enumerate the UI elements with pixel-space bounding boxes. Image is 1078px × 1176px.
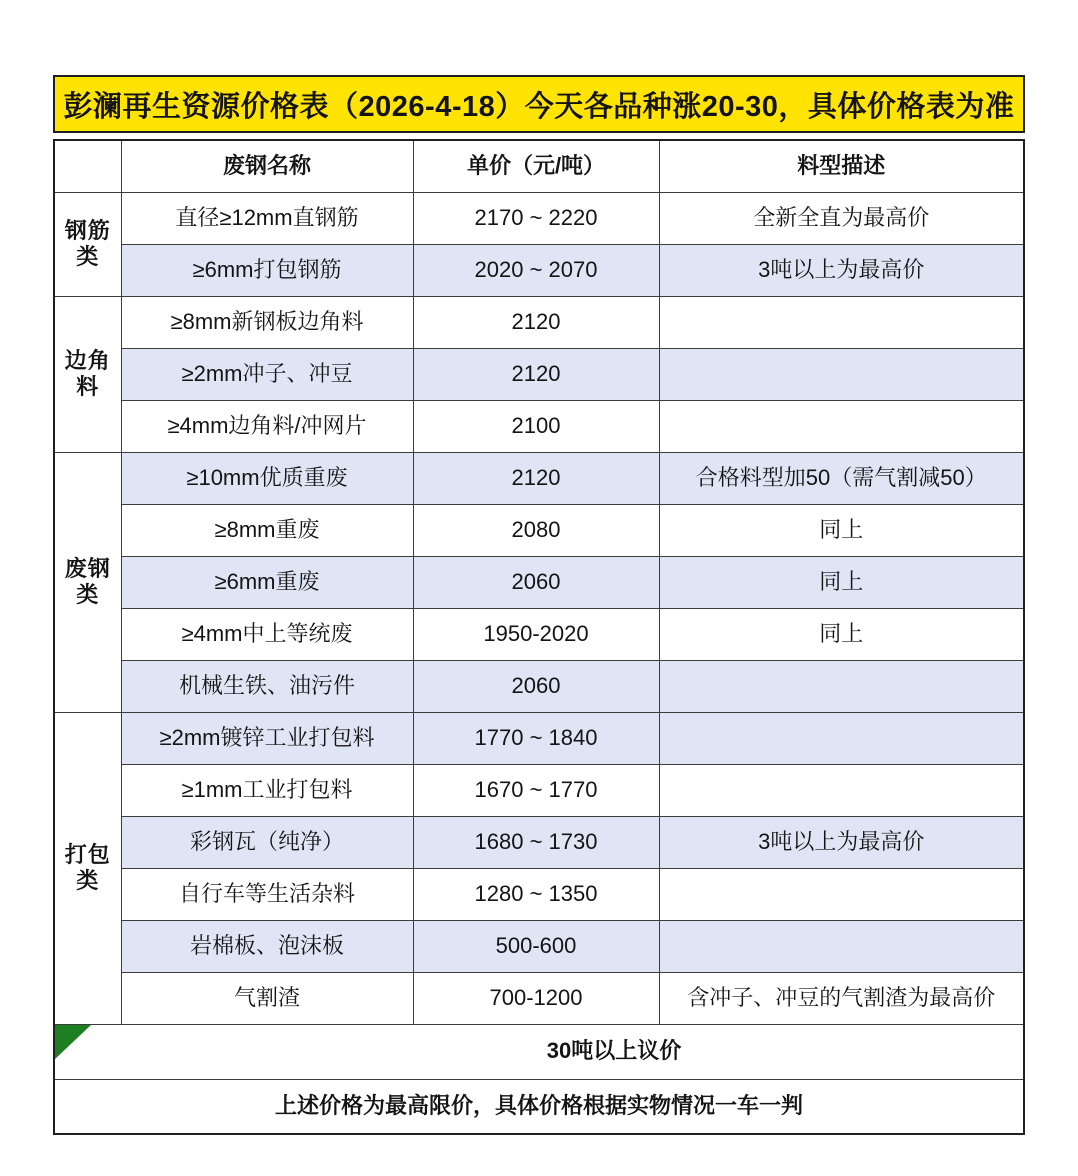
- price-table-body: [54, 192, 1024, 1024]
- table-row: [54, 400, 1024, 452]
- category-cell: 边角料: [54, 296, 121, 452]
- item-desc-cell: 全新全直为最高价: [659, 192, 1024, 244]
- header-category-cell: [54, 140, 121, 192]
- page-title: [53, 75, 1025, 133]
- header-price-cell: 单价（元/吨）: [413, 140, 659, 192]
- item-price-cell: 700-1200: [413, 972, 659, 1024]
- item-desc-cell: 同上: [659, 608, 1024, 660]
- item-name-cell: ≥1mm工业打包料: [121, 764, 413, 816]
- table-row: [54, 244, 1024, 296]
- item-desc-cell: [659, 920, 1024, 972]
- item-name-cell: ≥6mm重废: [121, 556, 413, 608]
- item-desc-cell: [659, 712, 1024, 764]
- item-desc-cell: [659, 348, 1024, 400]
- tonnage-note-cell: [54, 1024, 1024, 1079]
- disclaimer-text: 上述价格为最高限价，具体价格根据实物情况一车一判: [274, 1093, 803, 1119]
- header-name-cell: 废钢名称: [121, 140, 413, 192]
- item-name-cell: 气割渣: [121, 972, 413, 1024]
- item-name-cell: ≥8mm重废: [121, 504, 413, 556]
- item-desc-cell: 同上: [659, 556, 1024, 608]
- item-price-cell: 2060: [413, 660, 659, 712]
- category-cell: 打包类: [54, 712, 121, 1024]
- price-table: [53, 139, 1025, 1135]
- item-name-cell: ≥6mm打包钢筋: [121, 244, 413, 296]
- table-row: [54, 452, 1024, 504]
- item-name-cell: 直径≥12mm直钢筋: [121, 192, 413, 244]
- tonnage-note-row: [54, 1024, 1024, 1079]
- page-title-text: 彭澜再生资源价格表（2026-4-18）今天各品种涨20-30，具体价格表为准: [63, 90, 1015, 123]
- table-row: [54, 764, 1024, 816]
- item-desc-cell: [659, 296, 1024, 348]
- item-name-cell: ≥4mm中上等统废: [121, 608, 413, 660]
- item-price-cell: 1770 ~ 1840: [413, 712, 659, 764]
- item-desc-cell: [659, 764, 1024, 816]
- item-name-cell: 机械生铁、油污件: [121, 660, 413, 712]
- header-row: [54, 140, 1024, 192]
- item-price-cell: 2080: [413, 504, 659, 556]
- category-cell: 废钢类: [54, 452, 121, 712]
- table-row: [54, 712, 1024, 764]
- tonnage-note-text: 30吨以上议价: [546, 1038, 682, 1064]
- item-price-cell: 2060: [413, 556, 659, 608]
- item-price-cell: 2100: [413, 400, 659, 452]
- table-row: [54, 556, 1024, 608]
- table-row: [54, 348, 1024, 400]
- item-price-cell: 2120: [413, 348, 659, 400]
- disclaimer-cell: [54, 1079, 1024, 1134]
- item-price-cell: 2120: [413, 452, 659, 504]
- item-name-cell: ≥10mm优质重废: [121, 452, 413, 504]
- item-price-cell: 1950-2020: [413, 608, 659, 660]
- item-desc-cell: 3吨以上为最高价: [659, 244, 1024, 296]
- item-name-cell: ≥2mm冲子、冲豆: [121, 348, 413, 400]
- item-desc-cell: [659, 400, 1024, 452]
- table-footer: [54, 1024, 1024, 1134]
- item-desc-cell: 合格料型加50（需气割减50）: [659, 452, 1024, 504]
- category-cell: 钢筋类: [54, 192, 121, 296]
- item-name-cell: 彩钢瓦（纯净）: [121, 816, 413, 868]
- table-row: [54, 660, 1024, 712]
- item-desc-cell: [659, 660, 1024, 712]
- item-name-cell: 岩棉板、泡沫板: [121, 920, 413, 972]
- disclaimer-row: [54, 1079, 1024, 1134]
- item-name-cell: 自行车等生活杂料: [121, 868, 413, 920]
- item-price-cell: 2170 ~ 2220: [413, 192, 659, 244]
- item-name-cell: ≥2mm镀锌工业打包料: [121, 712, 413, 764]
- table-row: [54, 972, 1024, 1024]
- item-desc-cell: 同上: [659, 504, 1024, 556]
- item-desc-cell: 3吨以上为最高价: [659, 816, 1024, 868]
- table-row: [54, 296, 1024, 348]
- item-price-cell: 2020 ~ 2070: [413, 244, 659, 296]
- item-price-cell: 1670 ~ 1770: [413, 764, 659, 816]
- item-name-cell: ≥8mm新钢板边角料: [121, 296, 413, 348]
- item-desc-cell: [659, 868, 1024, 920]
- table-row: [54, 920, 1024, 972]
- item-price-cell: 1680 ~ 1730: [413, 816, 659, 868]
- item-price-cell: 500-600: [413, 920, 659, 972]
- table-row: [54, 504, 1024, 556]
- table-row: [54, 608, 1024, 660]
- item-price-cell: 2120: [413, 296, 659, 348]
- table-row: [54, 868, 1024, 920]
- table-header: [54, 140, 1024, 192]
- item-name-cell: ≥4mm边角料/冲网片: [121, 400, 413, 452]
- header-desc-cell: 料型描述: [659, 140, 1024, 192]
- item-price-cell: 1280 ~ 1350: [413, 868, 659, 920]
- price-sheet: [53, 75, 1025, 1135]
- corner-fold-icon: [55, 1025, 91, 1059]
- table-row: [54, 192, 1024, 244]
- item-desc-cell: 含冲子、冲豆的气割渣为最高价: [659, 972, 1024, 1024]
- table-row: [54, 816, 1024, 868]
